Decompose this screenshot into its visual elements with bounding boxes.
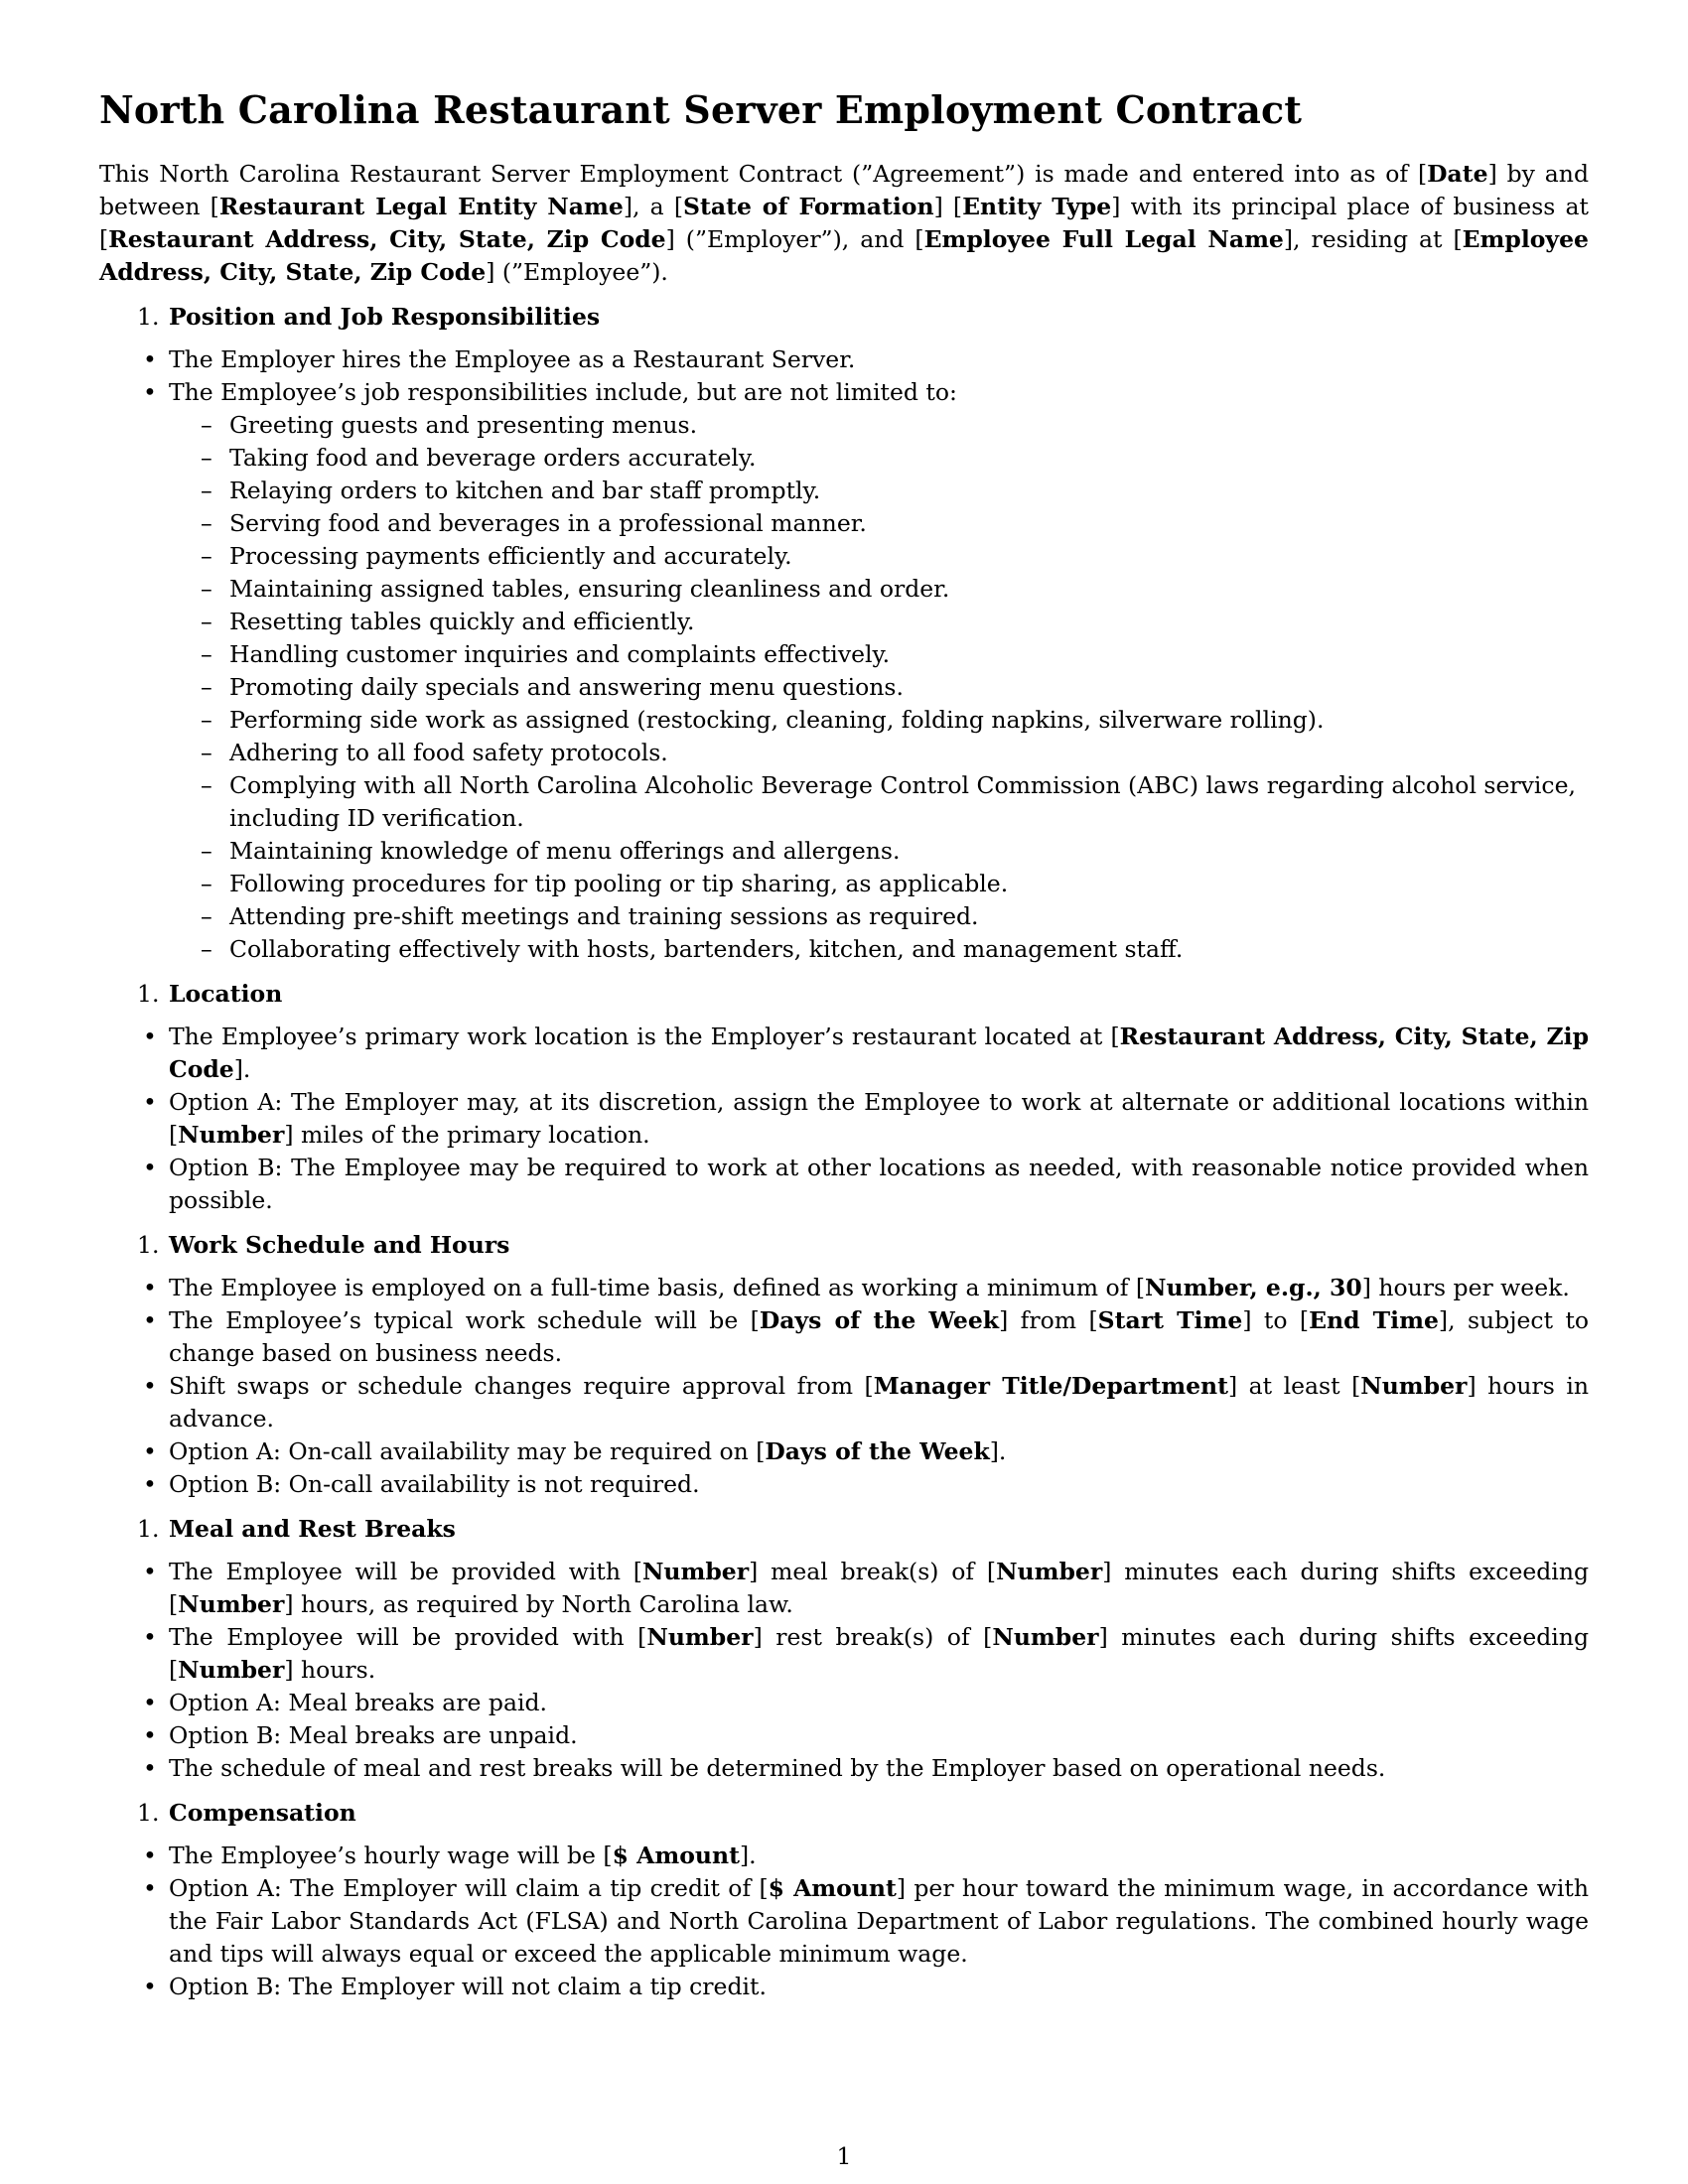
position-bullet-list [99, 343, 1589, 966]
duty-item: – Processing payments efficiently and accurately. [169, 540, 1589, 573]
list-item: • Option A: Meal breaks are paid. [99, 1687, 1589, 1719]
document-body [99, 158, 1589, 2003]
list-item: • Option A: The Employer may, at its discretion, assign the Employee to work at alternate or additional locations within [Number] miles of the primary location. [99, 1086, 1589, 1152]
list-item: • The schedule of meal and rest breaks will be determined by the Employer based on operational needs. [99, 1752, 1589, 1785]
duty-item: – Relaying orders to kitchen and bar staff promptly. [169, 475, 1589, 507]
list-item: • The Employee’s primary work location is the Employer’s restaurant located at [Restaurant Address, City, State, Zip Code]. [99, 1021, 1589, 1086]
section-heading-schedule: 1. Work Schedule and Hours [137, 1231, 510, 1259]
page-number: 1 [836, 2142, 852, 2170]
duty-item: – Promoting daily specials and answering menu questions. [169, 671, 1589, 704]
list-item: • Option B: Meal breaks are unpaid. [99, 1719, 1589, 1752]
duty-item: – Resetting tables quickly and efficiently. [169, 606, 1589, 638]
duty-item: – Attending pre-shift meetings and training sessions as required. [169, 900, 1589, 933]
list-item: • The Employee’s job responsibilities include, but are not limited to: – Greeting guests and presenting menus. – Taking food and beverage orders accurately. – Relaying orders to kitchen and bar staff promptly. – Serving food and beverages in a professional manner. – Processing payments efficiently and accurately. – Maintaining assigned tables, ensuring cleanliness and order. – Resetting tables quickly and efficiently. – Handling customer inquiries and complaints effectively. – Promoting daily specials and answering menu questions. – Performing side work as assigned (restocking, cleaning, folding napkins, silverware rolling). – Adhering to all food safety protocols. – Complying with all North Carolina Alcoholic Beverage Control Commission (ABC) laws regarding alcohol service, including ID verification. – Maintaining knowledge of menu offerings and allergens. – Following procedures for tip pooling or tip sharing, as applicable. – Attending pre-shift meetings and training sessions as required. – Collaborating effectively with hosts, bartenders, kitchen, and management staff. [99, 376, 1589, 966]
duty-item: – Handling customer inquiries and complaints effectively. [169, 638, 1589, 671]
duty-item: – Serving food and beverages in a professional manner. [169, 507, 1589, 540]
list-item: • The Employee’s hourly wage will be [$ Amount]. [99, 1840, 1589, 1872]
duty-item: – Taking food and beverage orders accurately. [169, 442, 1589, 475]
section-heading-position: 1. Position and Job Responsibilities [137, 303, 601, 331]
duty-item: – Maintaining assigned tables, ensuring cleanliness and order. [169, 573, 1589, 606]
list-item: • The Employer hires the Employee as a Restaurant Server. [99, 343, 1589, 376]
list-item: • Shift swaps or schedule changes require approval from [Manager Title/Department] at least [Number] hours in advance. [99, 1370, 1589, 1435]
duty-item: – Performing side work as assigned (restocking, cleaning, folding napkins, silverware rolling). [169, 704, 1589, 737]
location-bullet-list [99, 1021, 1589, 1217]
list-item: • The Employee’s typical work schedule will be [Days of the Week] from [Start Time] to [End Time], subject to change based on business needs. [99, 1304, 1589, 1370]
section-heading-breaks: 1. Meal and Rest Breaks [137, 1515, 456, 1543]
section-heading-location: 1. Location [137, 980, 283, 1008]
placeholder-entity-type: Entity Type [962, 193, 1112, 220]
section-heading-compensation: 1. Compensation [137, 1799, 356, 1827]
breaks-bullet-list [99, 1556, 1589, 1785]
duty-item: – Following procedures for tip pooling or tip sharing, as applicable. [169, 868, 1589, 900]
duty-item: – Adhering to all food safety protocols. [169, 737, 1589, 769]
duty-item: – Maintaining knowledge of menu offerings and allergens. [169, 835, 1589, 868]
list-item: • Option A: The Employer will claim a tip credit of [$ Amount] per hour toward the minimum wage, in accordance with the Fair Labor Standards Act (FLSA) and North Carolina Department of Labor regulations. The combined hourly wage and tips will always equal or exceed the applicable minimum wage. [99, 1872, 1589, 1971]
schedule-bullet-list [99, 1272, 1589, 1501]
list-item: • The Employee will be provided with [Number] rest break(s) of [Number] minutes each during shifts exceeding [Number] hours. [99, 1621, 1589, 1687]
placeholder-date: Date [1427, 160, 1488, 188]
list-item: • The Employee will be provided with [Number] meal break(s) of [Number] minutes each during shifts exceeding [Number] hours, as required by North Carolina law. [99, 1556, 1589, 1621]
document-title: North Carolina Restaurant Server Employment Contract [99, 87, 1303, 132]
placeholder-state-of-formation: State of Formation [683, 193, 934, 220]
list-item: • Option B: The Employee may be required to work at other locations as needed, with reasonable notice provided when possible. [99, 1152, 1589, 1217]
list-item: • Option B: The Employer will not claim a tip credit. [99, 1971, 1589, 2003]
placeholder-employee-address: Employee Address, City, State, Zip Code [99, 225, 1589, 286]
list-item: • Option A: On-call availability may be required on [Days of the Week]. [99, 1435, 1589, 1468]
duty-item: – Complying with all North Carolina Alcoholic Beverage Control Commission (ABC) laws regarding alcohol service, including ID verification. [169, 769, 1589, 835]
duty-item: – Greeting guests and presenting menus. [169, 409, 1589, 442]
list-item: • The Employee is employed on a full-time basis, defined as working a minimum of [Number, e.g., 30] hours per week. [99, 1272, 1589, 1304]
placeholder-employee-name: Employee Full Legal Name [923, 225, 1284, 253]
intro-paragraph: This North Carolina Restaurant Server Employment Contract (”Agreement”) is made and entered into as of [Date] by and between [Restaurant Legal Entity Name], a [State of Formation] [Entity Type] with its principal place of business at [Restaurant Address, City, State, Zip Code] (”Employer”), and [Employee Full Legal Name], residing at [Employee Address, City, State, Zip Code] (”Employee”). [99, 160, 1589, 286]
document-page [99, 87, 1589, 2015]
placeholder-entity-name: Restaurant Legal Entity Name [218, 193, 624, 220]
duties-list [169, 409, 1589, 966]
placeholder-restaurant-address: Restaurant Address, City, State, Zip Code [108, 225, 666, 253]
compensation-bullet-list [99, 1840, 1589, 2003]
duty-item: – Collaborating effectively with hosts, bartenders, kitchen, and management staff. [169, 933, 1589, 966]
list-item: • Option B: On-call availability is not required. [99, 1468, 1589, 1501]
